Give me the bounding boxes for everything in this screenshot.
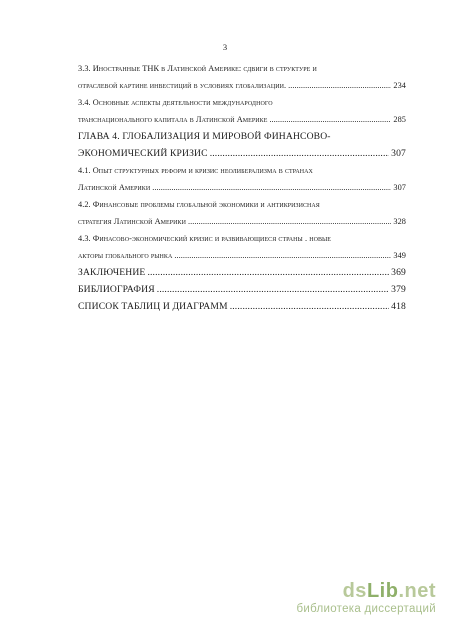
dot-leader — [147, 264, 389, 281]
toc-entry-last-line — [78, 264, 406, 281]
toc-entry-text: отраслевой картине инвестиций в условиях глобализации. — [78, 81, 287, 90]
toc-entry-last-line — [78, 111, 406, 128]
toc-entry-bibliography — [78, 281, 406, 298]
toc-entry-4-2 — [78, 196, 406, 230]
toc-entry-text: ГЛАВА 4. ГЛОБАЛИЗАЦИЯ И МИРОВОЙ ФИНАНСОВО- — [78, 131, 331, 142]
toc-entry-text: 3.4. Основные аспекты деятельности международного — [78, 98, 273, 107]
toc-page-number: 307 — [391, 148, 406, 159]
toc-entry-3-4 — [78, 94, 406, 128]
toc-entry-text: ЗАКЛЮЧЕНИЕ — [78, 267, 146, 278]
logo-net: .net — [398, 580, 436, 602]
page-number: 3 — [222, 42, 228, 52]
dot-leader — [269, 111, 391, 128]
dot-leader — [210, 145, 389, 162]
table-of-contents — [78, 60, 406, 315]
toc-entry-text: транснационального капитала в Латинской Америке — [78, 115, 268, 124]
toc-entry-4-1 — [78, 162, 406, 196]
toc-page-number: 328 — [393, 217, 406, 226]
dot-leader — [152, 179, 391, 196]
toc-entry-3-3 — [78, 60, 406, 94]
toc-entry-text: Латинской Америки — [78, 183, 151, 192]
dslib-logo — [276, 580, 436, 602]
toc-entry-chapter-4 — [78, 128, 406, 162]
toc-entry-text: 3.3. Иностранные ТНК в Латинской Америке: сдвиги в структуре и — [78, 64, 317, 73]
toc-entry-last-line — [78, 213, 406, 230]
toc-page-number: 285 — [393, 115, 406, 124]
toc-entry-text: стратегия Латинской Америки — [78, 217, 186, 226]
toc-entry-last-line — [78, 77, 406, 94]
watermark-subtitle: библиотека диссертаций — [296, 603, 436, 615]
toc-entry-last-line — [78, 179, 406, 196]
dot-leader — [188, 213, 391, 230]
logo-lib: Lib — [366, 580, 399, 602]
logo-ds: ds — [342, 580, 367, 602]
toc-entry-text: 4.2. Финансовые проблемы глобальной экономики и антикризисная — [78, 200, 320, 209]
toc-entry-4-3 — [78, 230, 406, 264]
toc-entry-last-line — [78, 298, 406, 315]
toc-page-number: 349 — [393, 251, 406, 260]
toc-entry-last-line — [78, 247, 406, 264]
dot-leader — [230, 298, 389, 315]
dot-leader — [288, 77, 391, 94]
toc-entry-text: акторы глобального рынка — [78, 251, 173, 260]
toc-entry-text: БИБЛИОГРАФИЯ — [78, 284, 155, 295]
watermark — [276, 580, 436, 616]
toc-page-number: 307 — [393, 183, 406, 192]
dot-leader — [157, 281, 389, 298]
toc-page-number: 234 — [393, 81, 406, 90]
toc-entry-text: ЭКОНОМИЧЕСКИЙ КРИЗИС — [78, 148, 208, 159]
dot-leader — [174, 247, 391, 264]
toc-entry-text: 4.3. Финасово-экономический кризис и развивающиеся страны . новые — [78, 234, 332, 243]
toc-entry-text: СПИСОК ТАБЛИЦ И ДИАГРАММ — [78, 301, 228, 312]
toc-page-number: 379 — [391, 284, 406, 295]
toc-page-number: 418 — [391, 301, 406, 312]
toc-entry-conclusion — [78, 264, 406, 281]
toc-entry-last-line — [78, 281, 406, 298]
toc-entry-last-line — [78, 145, 406, 162]
toc-page-number: 369 — [391, 267, 406, 278]
toc-entry-text: 4.1. Опыт структурных реформ и кризис неолиберализма в странах — [78, 166, 313, 175]
toc-entry-tables — [78, 298, 406, 315]
